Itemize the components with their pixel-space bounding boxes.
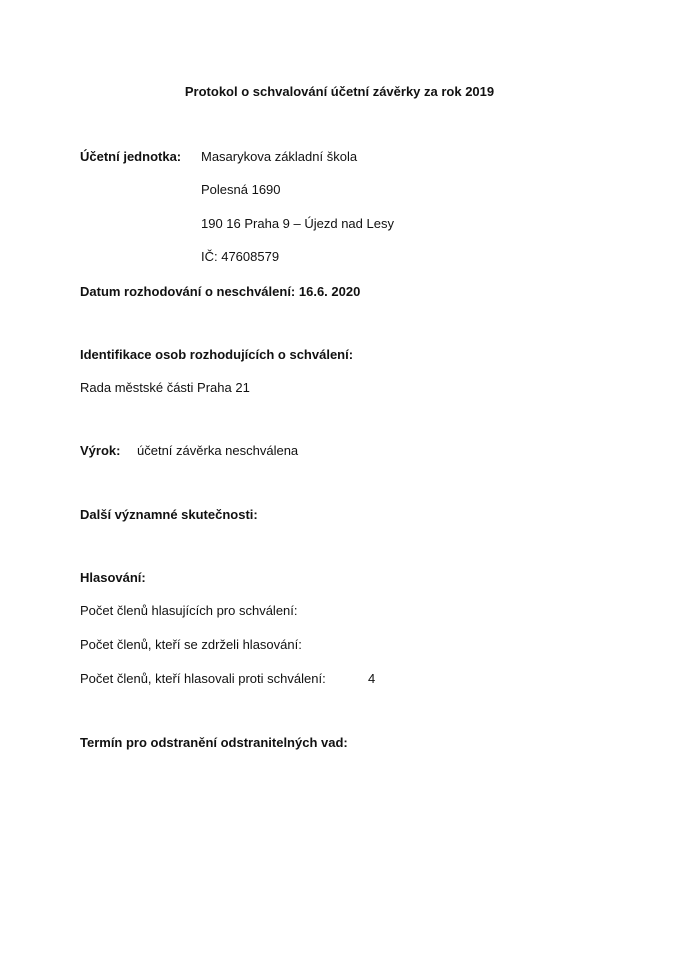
- voting-label: Hlasování:: [80, 570, 146, 585]
- verdict-value: účetní závěrka neschválena: [137, 443, 299, 458]
- decision-date: Datum rozhodování o neschválení: 16.6. 2020: [80, 284, 361, 299]
- unit-name: Masarykova základní škola: [201, 149, 358, 164]
- unit-city: 190 16 Praha 9 – Újezd nad Lesy: [201, 216, 394, 231]
- document-title: Protokol o schvalování účetní závěrky za rok 2019: [184, 84, 495, 99]
- voting-abstain: Počet členů, kteří se zdrželi hlasování:: [80, 637, 302, 652]
- verdict-label: Výrok:: [80, 443, 121, 458]
- deadline-label: Termín pro odstranění odstranitelných vad:: [80, 735, 348, 750]
- voting-against-value: 4: [368, 671, 376, 686]
- voting-against: Počet členů, kteří hlasovali proti schválení:: [80, 671, 326, 686]
- identification-value: Rada městské části Praha 21: [80, 380, 250, 395]
- voting-for: Počet členů hlasujících pro schválení:: [80, 603, 298, 618]
- other-facts-label: Další významné skutečnosti:: [80, 507, 258, 522]
- unit-ico: IČ: 47608579: [201, 249, 280, 264]
- unit-street: Polesná 1690: [201, 182, 281, 197]
- identification-label: Identifikace osob rozhodujících o schválení:: [80, 347, 354, 362]
- unit-label: Účetní jednotka:: [80, 149, 182, 164]
